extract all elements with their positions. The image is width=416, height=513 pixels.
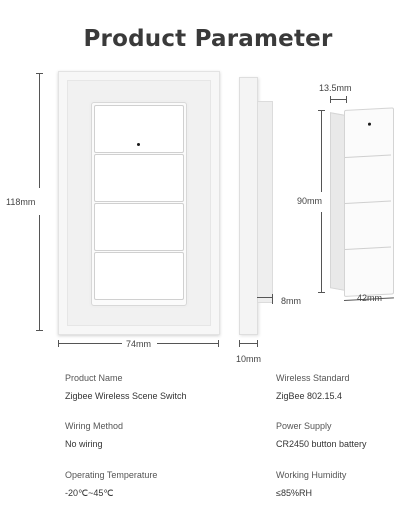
switch-key-2 (94, 154, 184, 202)
param-label: Wiring Method (65, 421, 124, 431)
module-led-icon (368, 123, 371, 126)
module-width-label: 42mm (357, 293, 383, 303)
page-title: Product Parameter (83, 26, 333, 52)
param-label: Working Humidity (276, 470, 347, 480)
param-product-name (65, 373, 187, 401)
param-value: ZigBee 802.15.4 (276, 391, 343, 401)
param-operating-temperature (65, 470, 157, 499)
param-label: Power Supply (276, 421, 332, 431)
module-depth-label: 13.5mm (319, 83, 352, 93)
param-value: No wiring (65, 439, 103, 449)
protrusion-label: 8mm (281, 296, 301, 306)
param-value: CR2450 button battery (276, 439, 367, 449)
param-value: Zigbee Wireless Scene Switch (65, 391, 187, 401)
switch-key-3 (94, 203, 184, 251)
switch-side-plate (239, 77, 258, 335)
switch-module (344, 107, 394, 297)
param-wiring-method (65, 421, 123, 449)
param-value: ≤85%RH (276, 488, 312, 498)
switch-keypad (91, 102, 187, 306)
depth-label: 10mm (236, 354, 262, 364)
param-power-supply (276, 421, 367, 449)
param-label: Wireless Standard (276, 373, 350, 383)
switch-key-1 (94, 105, 184, 153)
param-label: Product Name (65, 373, 123, 383)
width-label: 74mm (126, 339, 152, 349)
switch-side-body (257, 101, 273, 303)
height-label: 118mm (6, 197, 36, 207)
switch-key-4 (94, 252, 184, 300)
module-height-label: 90mm (297, 196, 323, 206)
param-value: -20℃~45℃ (65, 488, 114, 498)
param-working-humidity (276, 470, 346, 498)
param-label: Operating Temperature (65, 470, 158, 480)
param-wireless-standard (276, 373, 350, 401)
led-indicator-icon (137, 143, 140, 146)
